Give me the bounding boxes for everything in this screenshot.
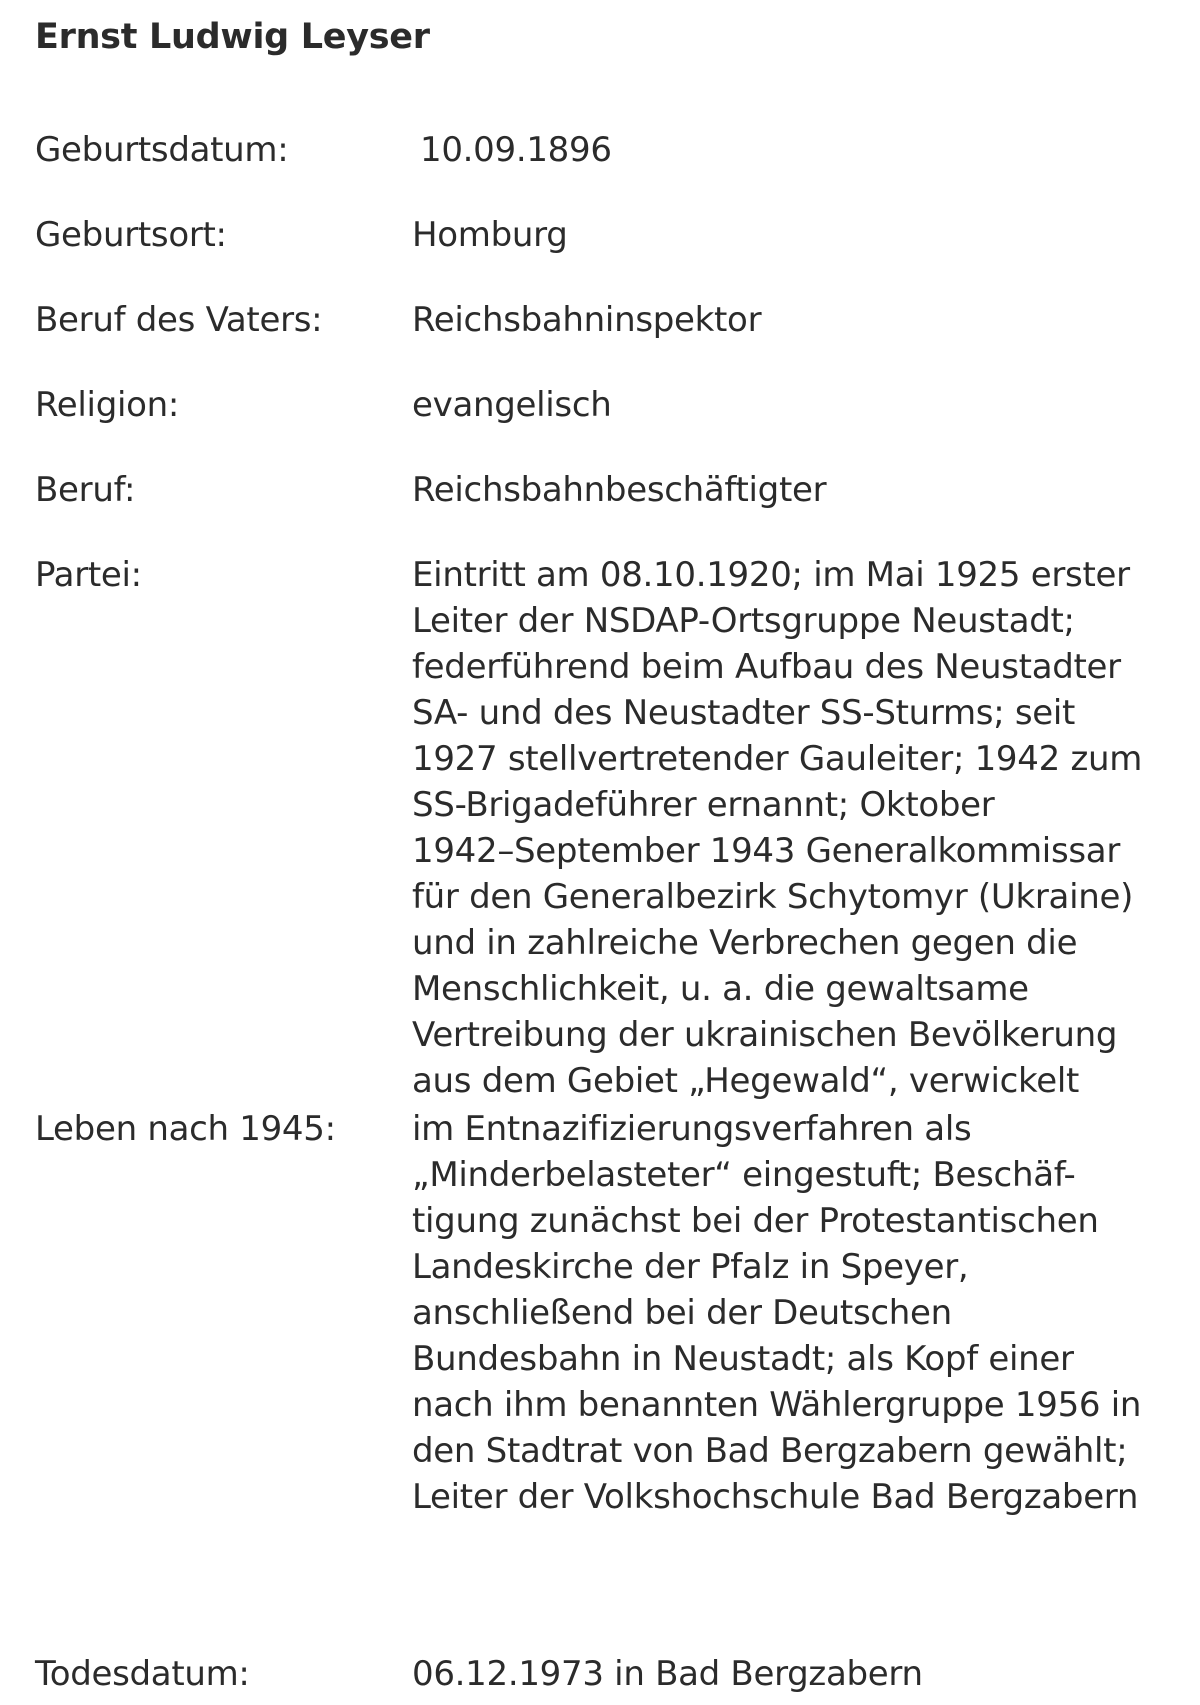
value-religion: evangelisch [412,385,612,425]
person-name-heading: Ernst Ludwig Leyser [35,17,430,57]
value-life-after-1945: im Entnazifizierungsverfahren als „Minderbelasteter“ eingestuft; Beschäf- tigung zunächst bei der Protestantischen Landeskirche der Pfalz in Speyer, anschließend bei der Deutschen Bundesbahn in Neustadt; als Kopf einer nach ihm benannten Wählergruppe 1956 in den Stadtrat von Bad Bergzabern gewählt; Leiter der Volkshochschule Bad Bergzabern [412,1109,1142,1517]
value-profession: Reichsbahnbeschäftigter [412,470,827,510]
value-party: Eintritt am 08.10.1920; im Mai 1925 erster Leiter der NSDAP-Ortsgruppe Neustadt; federführend beim Aufbau des Neustadter SA- und des Neustadter SS-Sturms; seit 1927 stellvertretender Gauleiter; 1942 zum SS-Brigadeführer ernannt; Oktober 1942–September 1943 Generalkommissar für den Generalbezirk Schytomyr (Ukraine) und in zahlreiche Verbrechen gegen die Menschlichkeit, u. a. die gewaltsame Vertreibung der ukrainischen Bevölkerung aus dem Gebiet „Hegewald“, verwickelt [412,555,1143,1101]
label-birth-place: Geburtsort: [35,215,227,255]
value-death-date: 06.12.1973 in Bad Bergzabern [412,1654,923,1694]
label-religion: Religion: [35,385,180,425]
label-life-after-1945: Leben nach 1945: [35,1109,336,1149]
label-profession: Beruf: [35,470,136,510]
value-birth-place: Homburg [412,215,568,255]
value-birth-date: 10.09.1896 [420,130,612,170]
value-father-profession: Reichsbahninspektor [412,300,762,340]
label-birth-date: Geburtsdatum: [35,130,289,170]
label-party: Partei: [35,555,142,595]
label-death-date: Todesdatum: [35,1654,250,1694]
label-father-profession: Beruf des Vaters: [35,300,323,340]
